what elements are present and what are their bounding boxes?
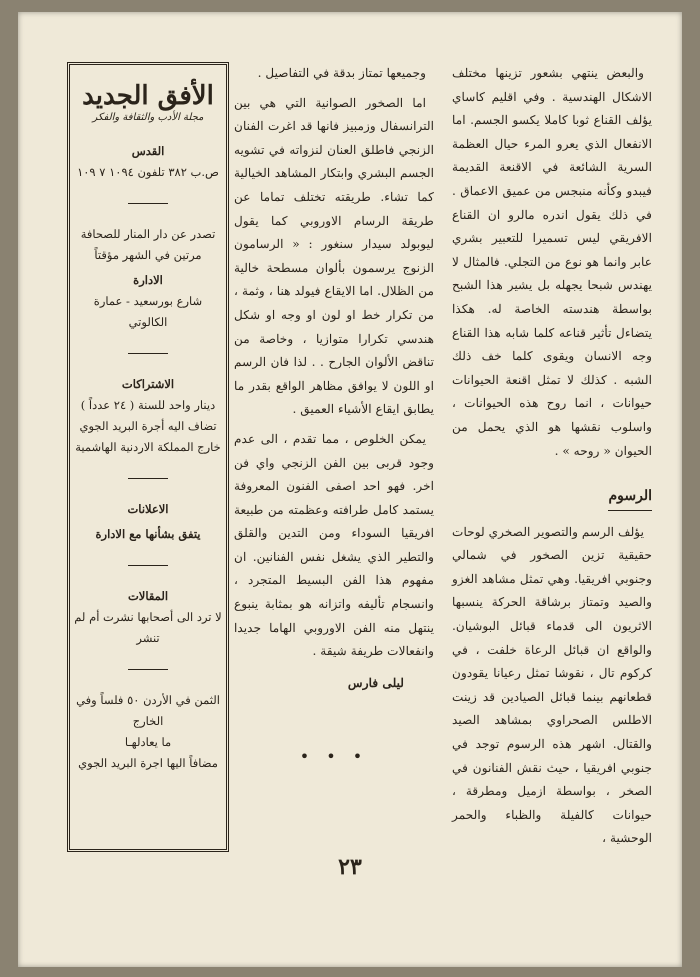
subscriptions-heading: الاشتراكات: [121, 377, 175, 391]
admin-address: شارع بورسعيد - عمارة الكالوتي: [93, 294, 203, 329]
body-paragraph: يمكن الخلوص ، مما تقدم ، الى عدم وجود قربى بين الفن الزنجي واي فن اخر. فهو احد اصفى الفنون المعروفة يستمد كامل طرافته وعظمته من طبيعة افريقيا السوداء ومن التدين والقلق والتطير الذي يشغل نفس الفنانين. ان مفهوم هذا الفن البسيط المتجرد ، وانسجام تأليفه واتزانه هو بمثابة ينبوع ينتهل منه الفن الاوروبي الهاما جديدا وانفعالات طريفة شيقة .: [234, 431, 434, 659]
articles-heading: المقالات: [127, 589, 169, 603]
body-paragraph: وجميعها تمتاز بدقة في التفاصيل .: [257, 66, 426, 80]
section-separator: • • •: [299, 747, 369, 767]
price-line: مضافاً اليها اجرة البريد الجوي: [78, 756, 218, 770]
middle-text-column: [234, 62, 434, 775]
ads-line: يتفق بشأنها مع الادارة: [95, 527, 201, 541]
divider: [128, 203, 168, 204]
subscriptions-line: دينار واحد للسنة ( ٢٤ عدداً ): [80, 398, 216, 412]
subscriptions-line: خارج المملكة الاردنية الهاشمية: [75, 440, 221, 454]
right-text-column: [452, 62, 652, 857]
masthead-info-box: [67, 62, 229, 852]
magazine-subtitle: مجلة الأدب والثقافة والفكر: [92, 112, 204, 123]
frequency-line: مرتين في الشهر مؤقتاً: [94, 248, 202, 262]
ads-heading: الاعلانات: [127, 502, 169, 516]
body-paragraph: اما الصخور الصوانية التي هي بين الترانسفال وزمبيز فانها قد اغرت الفنان الزنجي فاطلق العنان لنزواته في تشويه الجسم البشري وابتكار المشاهد الخيالية كما تشاء. طريقته تختلف تماما عن طريقة الرسام الاوروبي كما يقول ليوبولد سيدار سنغور : « الرسامون الزنوج يرسمون بألوان مسطحة خالية من الظلال. اما الايقاع فيولد هنا ، وثمة ، من تكرار خط او لون او وجه او شكل هندسي تكرارا متوازيا ، وخاصة من تناقض الألوان الجارح . . لذا فان الرسم او اللون لا يوافق مظاهر الواقع بقدر ما يطابق ايقاع الأشياء العميق .: [234, 95, 434, 417]
magazine-page: [18, 12, 682, 967]
admin-heading: الادارة: [133, 273, 163, 287]
body-paragraph: يؤلف الرسم والتصوير الصخري لوحات حقيقية تزين الصخور في شمالي وجنوبي افريقيا. وهي تمثل مشاهد الغزو والصيد وتمتاز برشاقة الحركة ينسبها الاثريون الى قدماء قبائل البوشيان. والواقع ان قبائل الرعاة خلفت ، في كركوم تال ، نقوشا تمثل رعيانا يقودون قطعانهم بينما قبائل الصيادين قد زينت الاطلس الصحراوي بمشاهد الصيد والقتال. اشهر هذه الرسوم توجد في جنوبي افريقيا ، حيث نقش الفنانون في الصخر ، بواسطة ازميل ومطرقة ، حيوانات كالفيلة والظباء والحمر الوحشية ،: [452, 524, 652, 846]
subscriptions-line: تضاف اليه أجرة البريد الجوي: [79, 419, 217, 433]
publisher-line: تصدر عن دار المنار للصحافة: [80, 227, 216, 241]
divider: [128, 669, 168, 670]
price-line: الثمن في الأردن ٥٠ فلساً وفي الخارج: [76, 693, 220, 728]
divider: [128, 353, 168, 354]
magazine-masthead: الأفق الجديد: [82, 81, 214, 111]
page-number: ٢٣: [338, 854, 362, 880]
divider: [128, 565, 168, 566]
body-paragraph: والبعض ينتهي بشعور تزينها مختلف الاشكال الهندسية . وفي اقليم كاساي يؤلف القناع ثوبا كاملا يكسو الجسم. اما الانفعال الذي يعرو المرء حيال العظمة السرية الشائعة في الاقنعة القديمة فيبدو وكأنه منبجس من عميق الاعماق . في ذلك يقول اندره مالرو ان القناع الافريقي ليس تسميرا للتعبير بشري عابر وانما هو نوع من التجلي. فالمثال لا يهندس شبحا يجهله بل يشير هذا الشبح بواسطة هندسته الخاصة له. هكذا يتضاءل تأثير قناعه كلما شابه هذا القناع وجه الانسان ويقوى كلما خف ذلك الشبه . كذلك لا تمثل اقنعة الحيوانات حيوانات ، انما روح هذه الحيوانات ، واسلوب نقشها هو الذي يحمل من الحيوان « روحه » .: [452, 66, 652, 458]
divider: [128, 478, 168, 479]
articles-line: لا ترد الى أصحابها نشرت أم لم تنشر: [74, 610, 222, 645]
author-signature: ليلى فارس: [347, 675, 404, 690]
price-line: ما يعادلهـا: [124, 735, 172, 749]
city-label: القدس: [131, 144, 165, 158]
contact-line: ص.ب ٣٨٢ تلفون ١٠٩٤ ٧ ١٠٩: [77, 165, 219, 179]
section-heading-drawings: الرسوم: [608, 485, 652, 511]
